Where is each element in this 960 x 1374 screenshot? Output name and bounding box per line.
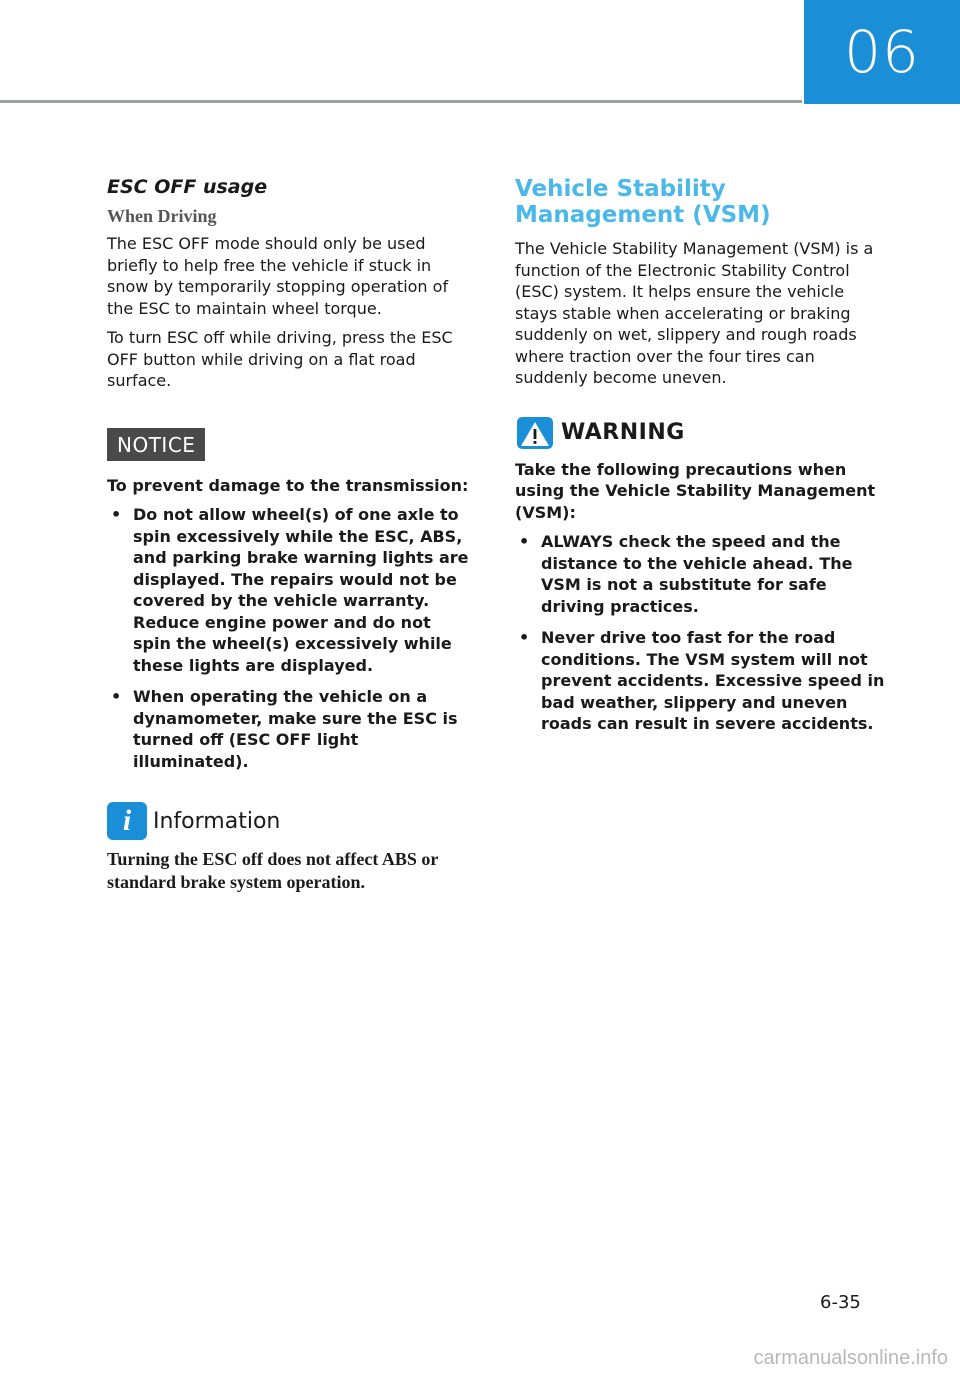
list-item <box>107 686 472 772</box>
page-number: 6-35 <box>820 1292 861 1313</box>
list-item-text: Do not allow wheel(s) of one axle to spin excessively while the ESC, ABS, and parking brake warning lights are displayed. The repairs would not be covered by the vehicle warranty. Reduce engine power and do not spin the wheel(s) excessively while these lights are displayed. <box>133 505 469 675</box>
when-driving-subheading: When Driving <box>107 206 217 226</box>
warning-header <box>515 415 885 451</box>
chapter-tab <box>804 0 960 104</box>
paragraph: To turn ESC off while driving, press the ESC OFF button while driving on a flat road surface. <box>107 328 453 390</box>
warning-triangle-icon <box>515 415 555 451</box>
watermark: carmanualsonline.info <box>753 1347 948 1369</box>
header-rule <box>0 100 802 103</box>
warning-title: WARNING <box>561 420 685 445</box>
bullet-icon: • <box>111 505 122 524</box>
esc-off-usage-heading: ESC OFF usage <box>107 176 268 198</box>
left-column <box>107 176 472 894</box>
information-title: Information <box>153 808 281 834</box>
bullet-icon: • <box>519 532 530 551</box>
notice-list <box>107 504 472 772</box>
information-icon: i <box>107 802 147 840</box>
chapter-number: 06 <box>844 18 920 86</box>
paragraph: The ESC OFF mode should only be used briefly to help free the vehicle if stuck in snow by temporarily stopping operation of the ESC to maintain wheel torque. <box>107 234 449 318</box>
list-item-text: When operating the vehicle on a dynamometer, make sure the ESC is turned off (ESC OFF light illuminated). <box>133 687 458 771</box>
notice-badge: NOTICE <box>107 428 205 461</box>
list-item-text: Never drive too fast for the road conditions. The VSM system will not prevent accidents. Excessive speed in bad weather, slippery and uneven roads can result in severe accidents. <box>541 628 885 733</box>
bullet-icon: • <box>519 628 530 647</box>
list-item <box>515 531 885 617</box>
list-item <box>107 504 472 676</box>
information-text: Turning the ESC off does not affect ABS or standard brake system operation. <box>107 849 439 892</box>
warning-list <box>515 531 885 735</box>
bullet-icon: • <box>111 687 122 706</box>
vsm-section-title: Vehicle Stability Management (VSM) <box>515 176 771 228</box>
notice-intro: To prevent damage to the transmission: <box>107 475 469 495</box>
warning-intro: Take the following precautions when using the Vehicle Stability Management (VSM): <box>515 459 876 522</box>
list-item <box>515 627 885 735</box>
list-item-text: ALWAYS check the speed and the distance to the vehicle ahead. The VSM is not a substitute for safe driving practices. <box>541 532 853 616</box>
vsm-paragraph: The Vehicle Stability Management (VSM) is a function of the Electronic Stability Control (ESC) system. It helps ensure the vehicle stays stable when accelerating or braking suddenly on wet, slippery and rough roads where traction over the four tires can suddenly become uneven. <box>515 239 874 387</box>
right-column <box>515 176 885 745</box>
information-header <box>107 802 472 840</box>
